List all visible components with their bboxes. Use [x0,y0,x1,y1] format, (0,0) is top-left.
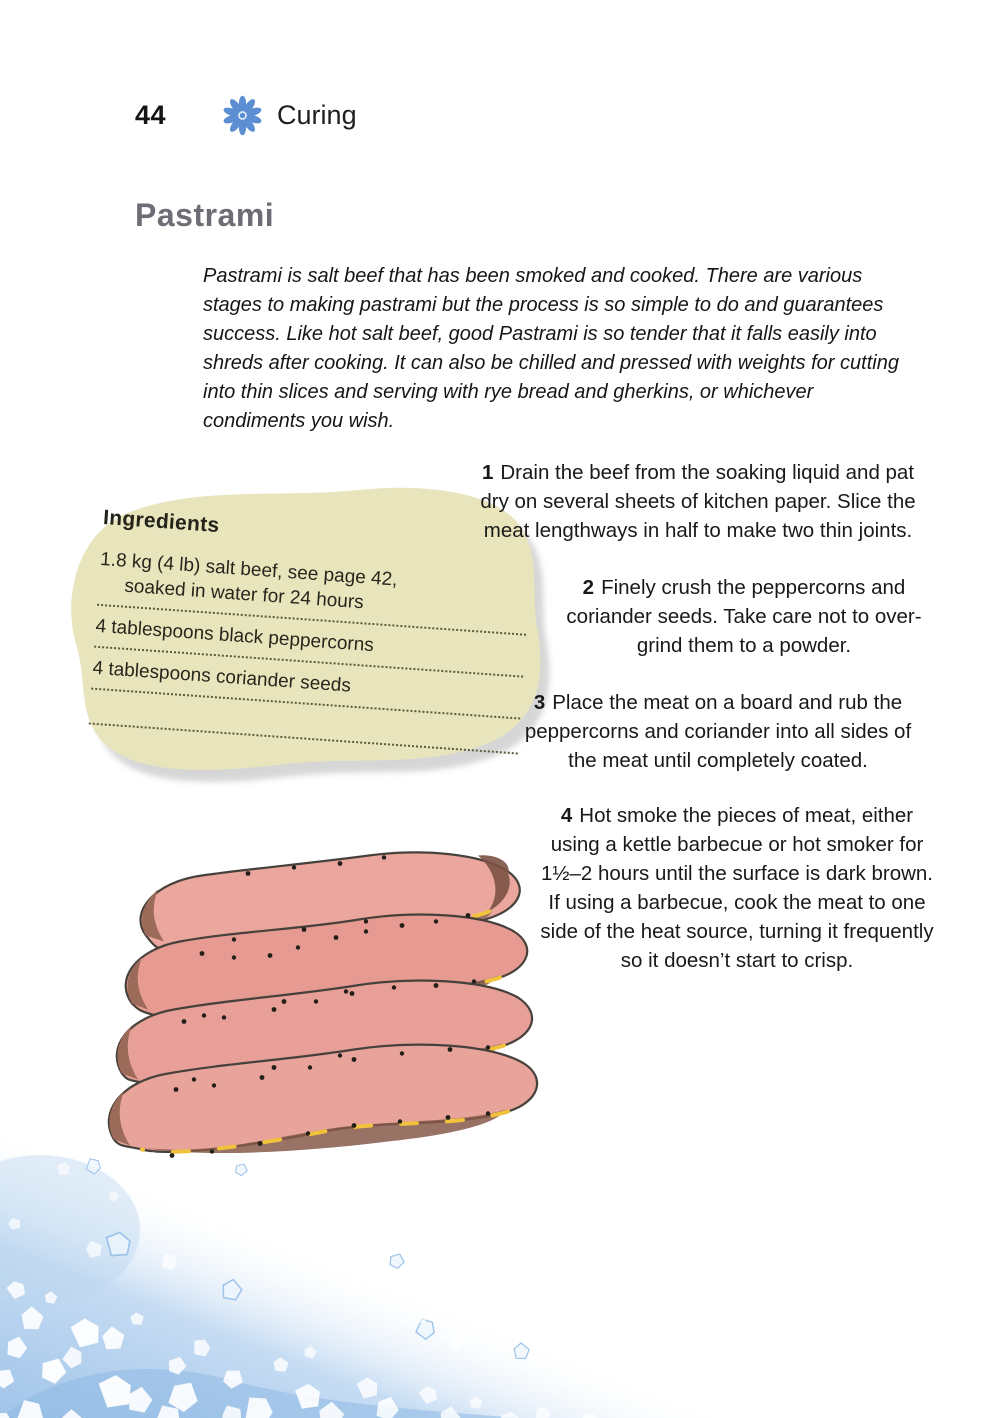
step-item [518,688,918,775]
salt-crystals-illustration [0,1120,1000,1418]
ingredient-item: 1.8 kg (4 lb) salt beef, see page 42, soaked in water for 24 hours [97,546,530,636]
recipe-intro: Pastrami is salt beef that has been smoked and cooked. There are various stages to making pastrami but the process is so simple to do and guarantees success. Like hot salt beef, good Pastrami is so tender that it falls easily into shreds after cooking. It can also be chilled and pressed with weights for cutting into thin slices and serving with rye bread and gherkins, or whichever condiments you wish. [203,265,899,432]
step-number: 2 [582,576,595,599]
step-item [474,458,922,545]
page-header [135,94,357,137]
step-text: Finely crush the peppercorns and coriander seeds. Take care not to over-grind them to a powder. [566,576,922,657]
ingredient-item: 4 tablespoons coriander seeds [91,655,522,720]
step-text: Hot smoke the pieces of meat, either using a kettle barbecue or hot smoker for 1½–2 hours until the surface is dark brown. If using a barbecue, cook the meat to one side of the heat source, turning it frequently so it doesn’t start to crisp. [540,804,934,972]
daisy-flower-icon [221,94,264,137]
recipe-title: Pastrami [135,197,275,233]
step-text: Place the meat on a board and rub the peppercorns and coriander into all sides of the meat until completely coated. [524,691,912,772]
page-number: 44 [135,100,167,130]
step-item [534,801,940,975]
step-item [548,573,940,660]
ingredient-item: 4 tablespoons black peppercorns [94,613,525,678]
step-number: 4 [560,804,573,827]
section-title: Curing [277,100,357,130]
ingredients-heading: Ingredients [102,506,221,538]
step-number: 3 [533,691,546,714]
step-number: 1 [481,461,494,484]
step-text: Drain the beef from the soaking liquid and pat dry on several sheets of kitchen paper. Slice the meat lengthways in half to make two thin joints. [480,461,916,542]
